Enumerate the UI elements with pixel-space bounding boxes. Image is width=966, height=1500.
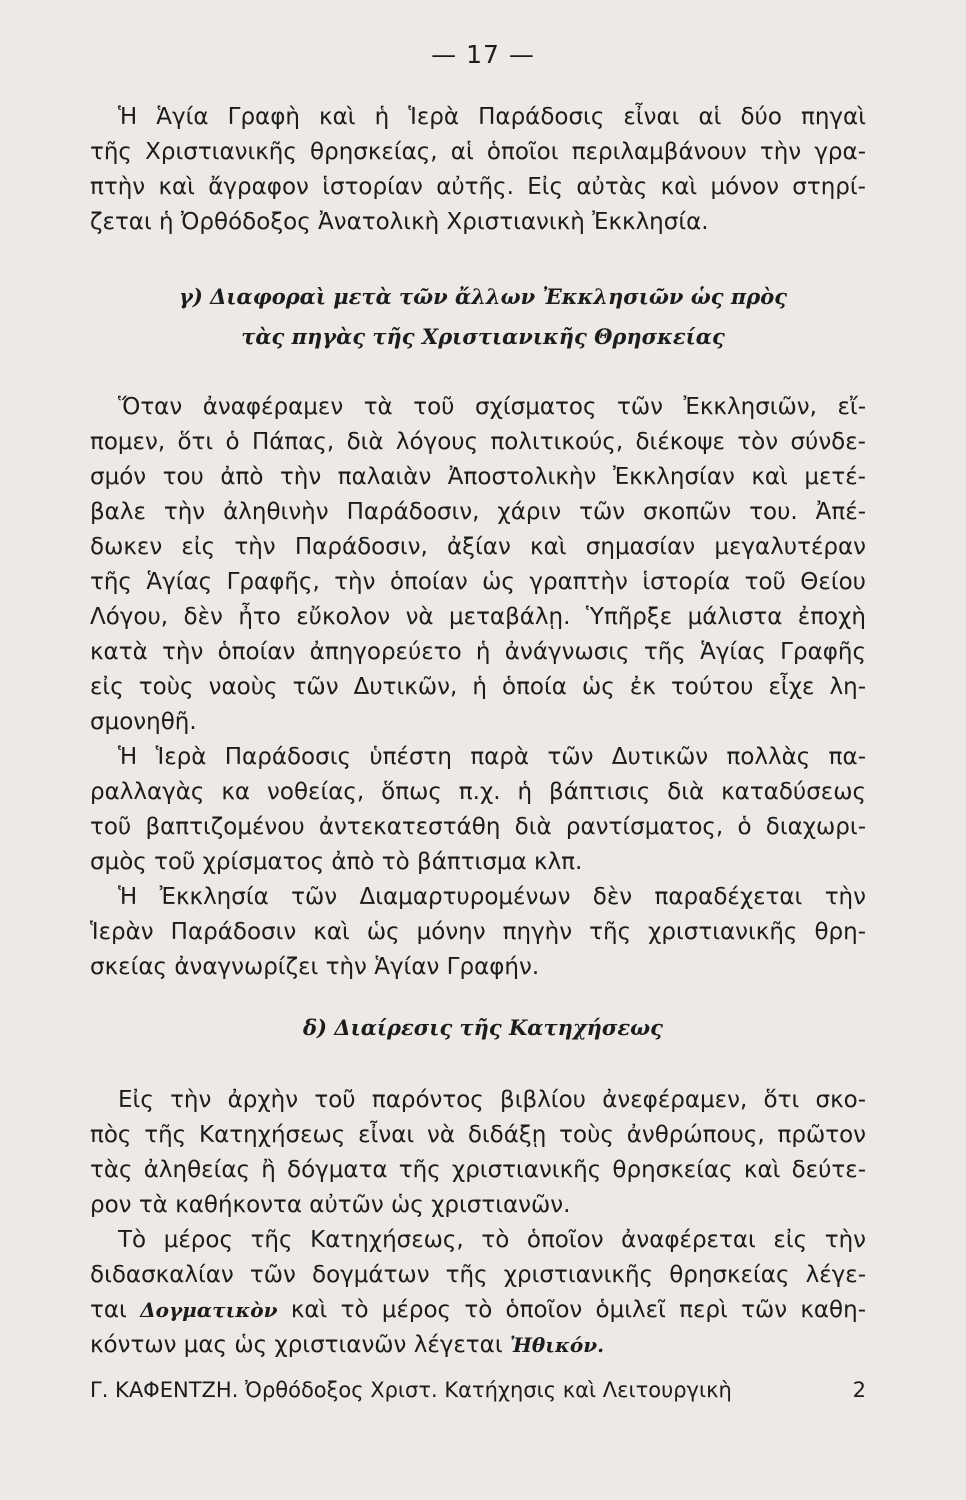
section-heading-d	[0, 1008, 966, 1048]
text-line: πτὴν καὶ ἄγραφον ἱστορίαν αὐτῆς. Εἰς αὐτὰς καὶ μόνον στηρί-	[90, 174, 866, 200]
text-line: ζεται ἡ Ὀρθόδοξος Ἀνατολικὴ Χριστιανικὴ Ἐκκλησία.	[90, 209, 709, 235]
text-line: Ἡ Ἱερὰ Παράδοσις ὑπέστη παρὰ τῶν Δυτικῶν πολλὰς πα-	[118, 744, 866, 770]
text-line: Ὅταν ἀναφέραμεν τὰ τοῦ σχίσματος τῶν Ἐκκλησιῶν, εἴ-	[118, 394, 866, 420]
text-line: τὰς ἀληθείας ἢ δόγματα τῆς χριστιανικῆς θρησκείας καὶ δεύτε-	[90, 1157, 866, 1183]
text-line: βαλε τὴν ἀληθινὴν Παράδοσιν, χάριν τῶν σκοπῶν του. Ἀπέ-	[90, 499, 866, 525]
text-line: διδασκαλίαν τῶν δογμάτων τῆς χριστιανικῆς θρησκείας λέγε-	[90, 1262, 866, 1288]
text-line: Λόγου, δὲν ἦτο εὔκολον νὰ μεταβάλῃ. Ὑπῆρξε μάλιστα ἐποχὴ	[90, 604, 866, 630]
page-footer	[90, 1378, 866, 1402]
text-line: δωκεν εἰς τὴν Παράδοσιν, ἀξίαν καὶ σημασίαν μεγαλυτέραν	[90, 534, 866, 560]
text-line: πομεν, ὅτι ὁ Πάπας, διὰ λόγους πολιτικούς, διέκοψε τὸν σύνδε-	[90, 429, 866, 455]
text-line: Τὸ μέρος τῆς Κατηχήσεως, τὸ ὁποῖον ἀναφέρεται εἰς τὴν	[118, 1227, 866, 1253]
text-line: εἰς τοὺς ναοὺς τῶν Δυτικῶν, ἡ ὁποία ὡς ἐκ τούτου εἶχε λη-	[90, 674, 866, 700]
line-text: κόντων μας ὡς χριστιανῶν λέγεται	[90, 1332, 503, 1358]
text-line: σμὸς τοῦ χρίσματος ἀπὸ τὸ βάπτισμα κλπ.	[90, 849, 583, 875]
text-line: τῆς Ἁγίας Γραφῆς, τὴν ὁποίαν ὡς γραπτὴν ἱστορία τοῦ Θείου	[90, 569, 866, 595]
text-line: τοῦ βαπτιζομένου ἀντεκατεστάθη διὰ ραντίσματος, ὁ διαχωρι-	[90, 814, 866, 840]
footer-citation: Γ. ΚΑΦΕΝΤΖΗ. Ὀρθόδοξος Χριστ. Κατήχησις καὶ Λειτουργικὴ	[90, 1378, 732, 1402]
signature-mark: 2	[852, 1378, 866, 1402]
term-dogmatikon: Δογματικὸν	[140, 1298, 278, 1322]
heading-line: δ) Διαίρεσις τῆς Κατηχήσεως	[303, 1015, 663, 1040]
section-heading-g	[0, 277, 966, 357]
line-text: ται	[90, 1297, 127, 1323]
page-number: — 17 —	[431, 40, 535, 69]
intro-paragraph	[90, 100, 866, 240]
line-text: καὶ τὸ μέρος τὸ ὁποῖον ὁμιλεῖ περὶ τῶν καθη-	[290, 1297, 866, 1323]
text-line	[90, 1328, 866, 1363]
text-line: ραλλαγὰς κα νοθείας, ὅπως π.χ. ἡ βάπτισις διὰ καταδύσεως	[90, 779, 866, 805]
section-d-body	[90, 1083, 866, 1363]
heading-line: γ) Διαφοραὶ μετὰ τῶν ἄλλων Ἐκκλησιῶν ὡς πρὸς	[178, 284, 788, 309]
term-ithikon: Ἠθικόν.	[509, 1333, 605, 1357]
text-line	[90, 1293, 866, 1328]
text-line: Εἰς τὴν ἀρχὴν τοῦ παρόντος βιβλίου ἀνεφέραμεν, ὅτι σκο-	[118, 1087, 866, 1113]
text-line: ρον τὰ καθήκοντα αὐτῶν ὡς χριστιανῶν.	[90, 1192, 571, 1218]
text-line: Ἡ Ἁγία Γραφὴ καὶ ἡ Ἱερὰ Παράδοσις εἶναι αἱ δύο πηγαὶ	[118, 104, 866, 130]
text-line: Ἡ Ἐκκλησία τῶν Διαμαρτυρομένων δὲν παραδέχεται τὴν	[118, 884, 866, 910]
text-line: σμονηθῆ.	[90, 709, 197, 735]
heading-line: τὰς πηγὰς τῆς Χριστιανικῆς Θρησκείας	[241, 324, 725, 349]
text-line: σμόν του ἀπὸ τὴν παλαιὰν Ἀποστολικὴν Ἐκκλησίαν καὶ μετέ-	[90, 464, 866, 490]
section-g-body	[90, 390, 866, 985]
text-line: κατὰ τὴν ὁποίαν ἀπηγορεύετο ἡ ἀνάγνωσις τῆς Ἁγίας Γραφῆς	[90, 639, 866, 665]
text-line: πὸς τῆς Κατηχήσεως εἶναι νὰ διδάξῃ τοὺς ἀνθρώπους, πρῶτον	[90, 1122, 866, 1148]
text-line: Ἱερὰν Παράδοσιν καὶ ὡς μόνην πηγὴν τῆς χριστιανικῆς θρη-	[90, 919, 866, 945]
text-line: τῆς Χριστιανικῆς θρησκείας, αἱ ὁποῖοι περιλαμβάνουν τὴν γρα-	[90, 139, 866, 165]
text-line: σκείας ἀναγνωρίζει τὴν Ἁγίαν Γραφήν.	[90, 954, 540, 980]
